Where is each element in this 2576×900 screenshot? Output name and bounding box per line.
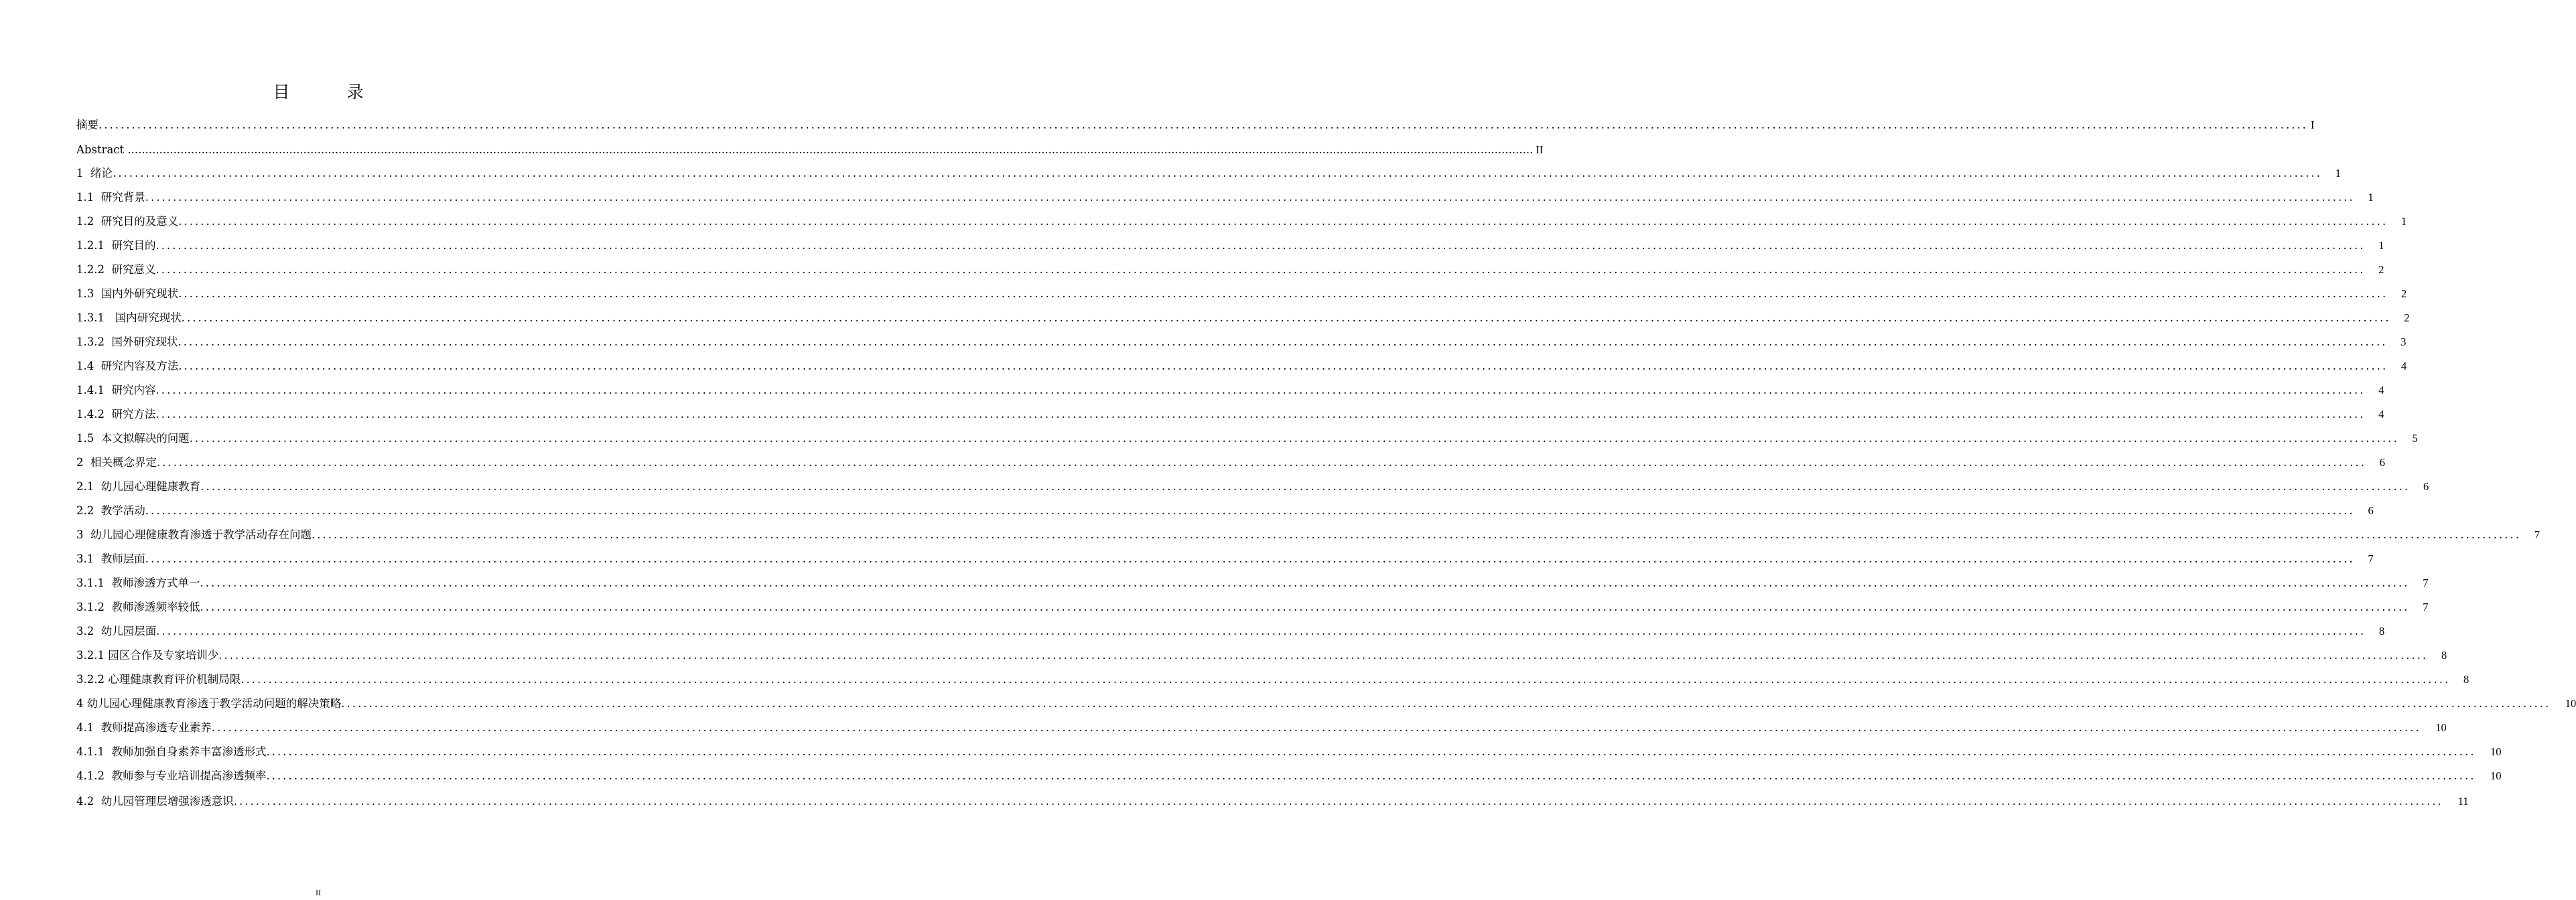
toc-entry-title: 2.1 幼儿园心理健康教育: [76, 480, 201, 493]
toc-entry-page-number: 11: [2457, 795, 2469, 808]
toc-dot-leader: ................................................................................................................................................................................................................................................................................................................................................................................................................: [157, 456, 2366, 469]
toc-entry[interactable]: [76, 789, 2469, 809]
page-number-footer: II: [316, 888, 321, 897]
toc-entry-page-number: 2: [2378, 263, 2384, 276]
toc-entry[interactable]: [76, 763, 2502, 783]
toc-entry-title: 4 幼儿园心理健康教育渗透于教学活动问题的解决策略: [76, 697, 342, 710]
page-title: 目 录: [273, 82, 384, 102]
toc-entry-title: 3.2.1 园区合作及专家培训少: [76, 649, 219, 662]
toc-dot-leader: ................................................................................................................................................................................................................................................................................................................................................................................................................: [266, 769, 2476, 782]
toc-entry-page-number: 7: [2423, 601, 2429, 613]
toc-dot-leader: ................................................................................................................................................................................................................................................................................................................................................................................................................: [155, 239, 2366, 252]
toc-entry-page-number: I: [2310, 119, 2315, 131]
toc-entry-page-number: 2: [2404, 311, 2410, 324]
toc-entry-title: 摘要: [76, 119, 98, 131]
toc-entry-page-number: 4: [2378, 408, 2384, 421]
toc-entry[interactable]: [76, 402, 2384, 422]
toc-entry[interactable]: [76, 739, 2502, 759]
toc-entry[interactable]: [76, 329, 2406, 350]
toc-dot-leader: ................................................................................................................................................................................................................................................................................................................................................................................................................: [200, 577, 2410, 589]
toc-dot-leader: ................................................................................................................................................................................................................................................................................................................................................................................................................: [145, 504, 2355, 517]
toc-entry-title: 4.1 教师提高渗透专业素养: [76, 721, 212, 734]
toc-dot-leader: ................................................................................................................................................................................................................................................................................................................................................................................................................: [156, 625, 2366, 638]
toc-entry[interactable]: [76, 137, 1544, 157]
toc-entry-title: 3.1 教师层面: [76, 552, 145, 565]
toc-entry-page-number: 6: [2423, 480, 2429, 493]
toc-entry[interactable]: [76, 112, 2315, 133]
toc-entry-page-number: 7: [2368, 552, 2374, 565]
toc-entry[interactable]: [76, 378, 2384, 398]
toc-entry[interactable]: [76, 233, 2384, 253]
toc-entry-page-number: 8: [2441, 649, 2447, 662]
toc-entry-page-number: 5: [2412, 432, 2418, 445]
toc-entry-title: 4.1.1 教师加强自身素养丰富渗透形式: [76, 745, 267, 758]
toc-entry-page-number: 1: [2335, 167, 2341, 179]
toc-entry-title: Abstract: [76, 143, 128, 156]
toc-entry[interactable]: [76, 595, 2429, 615]
toc-entry[interactable]: [76, 522, 2540, 542]
toc-entry-page-number: 10: [2435, 721, 2447, 734]
toc-entry[interactable]: [76, 667, 2469, 687]
toc-entry-page-number: 8: [2463, 673, 2469, 686]
toc-entry-page-number: 10: [2565, 697, 2576, 710]
toc-entry-title: 1 绪论: [76, 167, 113, 179]
toc-entry-title: 1.2.2 研究意义: [76, 263, 156, 276]
toc-entry-title: 3.2.2 心理健康教育评价机制局限: [76, 673, 241, 686]
toc-entry-page-number: 1: [2400, 215, 2407, 228]
toc-entry-page-number: 1: [2378, 239, 2384, 252]
toc-entry-page-number: II: [1536, 143, 1544, 156]
toc-entry-title: 1.3 国内外研究现状: [76, 287, 179, 300]
toc-entry-title: 2.2 教学活动: [76, 504, 145, 517]
toc-entry-title: 1.4.1 研究内容: [76, 384, 156, 396]
toc-entry-title: 3.1.1 教师渗透方式单一: [76, 577, 200, 589]
toc-dot-leader: ................................................................................................................................................................................................................................................................................................................................................................................................................: [312, 528, 2521, 541]
toc-dot-leader: ................................................................................................................................................................................................................................................................................................................................................................................................................: [98, 119, 2308, 131]
toc-entry[interactable]: [76, 474, 2429, 494]
toc-entry-page-number: 6: [2368, 504, 2374, 517]
toc-entry-title: 1.4 研究内容及方法: [76, 360, 179, 372]
toc-dot-leader: ................................................................................................................................................................................................................................................................................................................................................................................................................: [241, 673, 2451, 686]
toc-entry-title: 1.3.2 国外研究现状: [76, 335, 178, 348]
toc-dot-leader: ................................................................................................................................................................................................................................................................................................................................................................................................................: [178, 360, 2388, 372]
toc-entry[interactable]: [76, 498, 2374, 518]
toc-entry[interactable]: [76, 209, 2407, 229]
toc-entry[interactable]: [76, 305, 2410, 325]
toc-entry-page-number: 8: [2378, 625, 2385, 638]
toc-entry[interactable]: [76, 691, 2576, 711]
toc-entry-title: 1.5 本文拟解决的问题: [76, 432, 190, 445]
toc-dot-leader: ................................................................................................................................................................................................................................................................................................................................................................................................................: [178, 215, 2388, 228]
toc-entry-title: 1.2.1 研究目的: [76, 239, 156, 252]
toc-dot-leader: ................................................................................................................................................................................................................................................................................................................................................................................................................: [127, 143, 1534, 156]
toc-entry-page-number: 1: [2368, 191, 2374, 204]
toc-entry[interactable]: [76, 619, 2385, 639]
toc-entry[interactable]: [76, 161, 2341, 181]
toc-entry-page-number: 10: [2490, 745, 2502, 758]
toc-dot-leader: ................................................................................................................................................................................................................................................................................................................................................................................................................: [189, 432, 2399, 445]
toc-dot-leader: ................................................................................................................................................................................................................................................................................................................................................................................................................: [155, 408, 2366, 421]
toc-entry-title: 1.3.1 国内研究现状: [76, 311, 182, 324]
toc-entry-title: 4.1.2 教师参与专业培训提高渗透频率: [76, 769, 267, 782]
toc-entry[interactable]: [76, 643, 2447, 663]
toc-entry[interactable]: [76, 257, 2384, 277]
toc-entry[interactable]: [76, 426, 2418, 446]
toc-entry-page-number: 4: [2378, 384, 2384, 396]
toc-entry[interactable]: [76, 185, 2374, 205]
toc-dot-leader: ................................................................................................................................................................................................................................................................................................................................................................................................................: [341, 697, 2551, 710]
toc-entry-page-number: 3: [2400, 335, 2406, 348]
toc-entry-title: 4.2 幼儿园管理层增强渗透意识: [76, 795, 234, 808]
toc-entry[interactable]: [76, 715, 2447, 735]
toc-entry-title: 1.4.2 研究方法: [76, 408, 156, 421]
toc-dot-leader: ................................................................................................................................................................................................................................................................................................................................................................................................................: [200, 601, 2410, 613]
toc-dot-leader: ................................................................................................................................................................................................................................................................................................................................................................................................................: [178, 287, 2388, 300]
toc-entry-page-number: 7: [2534, 528, 2540, 541]
toc-dot-leader: ................................................................................................................................................................................................................................................................................................................................................................................................................: [266, 745, 2476, 758]
toc-entry-page-number: 4: [2400, 360, 2407, 372]
toc-entry-page-number: 2: [2400, 287, 2407, 300]
toc-entry[interactable]: [76, 354, 2407, 374]
toc-entry[interactable]: [76, 546, 2374, 567]
toc-entry-title: 2 相关概念界定: [76, 456, 157, 469]
toc-dot-leader: ................................................................................................................................................................................................................................................................................................................................................................................................................: [178, 335, 2388, 348]
toc-entry-title: 3.2 幼儿园层面: [76, 625, 157, 638]
toc-dot-leader: ................................................................................................................................................................................................................................................................................................................................................................................................................: [218, 649, 2429, 662]
toc-entry[interactable]: [76, 571, 2429, 591]
toc-dot-leader: ................................................................................................................................................................................................................................................................................................................................................................................................................: [113, 167, 2322, 179]
toc-entry-page-number: 6: [2379, 456, 2385, 469]
toc-entry[interactable]: [76, 281, 2407, 301]
toc-entry-title: 1.1 研究背景: [76, 191, 145, 204]
toc-dot-leader: ................................................................................................................................................................................................................................................................................................................................................................................................................: [200, 480, 2411, 493]
toc-entry-page-number: 10: [2490, 769, 2502, 782]
toc-dot-leader: ................................................................................................................................................................................................................................................................................................................................................................................................................: [145, 552, 2355, 565]
toc-dot-leader: ................................................................................................................................................................................................................................................................................................................................................................................................................: [211, 721, 2421, 734]
toc-dot-leader: ................................................................................................................................................................................................................................................................................................................................................................................................................: [181, 311, 2391, 324]
toc-dot-leader: ................................................................................................................................................................................................................................................................................................................................................................................................................: [145, 191, 2355, 204]
toc-entry-title: 1.2 研究目的及意义: [76, 215, 179, 228]
toc-dot-leader: ................................................................................................................................................................................................................................................................................................................................................................................................................: [233, 795, 2443, 808]
toc-entry[interactable]: [76, 450, 2385, 470]
toc-entry-title: 3 幼儿园心理健康教育渗透于教学活动存在问题: [76, 528, 312, 541]
toc-dot-leader: ................................................................................................................................................................................................................................................................................................................................................................................................................: [155, 384, 2366, 396]
toc-entry-title: 3.1.2 教师渗透频率较低: [76, 601, 200, 613]
toc-entry-page-number: 7: [2423, 577, 2429, 589]
toc-dot-leader: ................................................................................................................................................................................................................................................................................................................................................................................................................: [155, 263, 2366, 276]
